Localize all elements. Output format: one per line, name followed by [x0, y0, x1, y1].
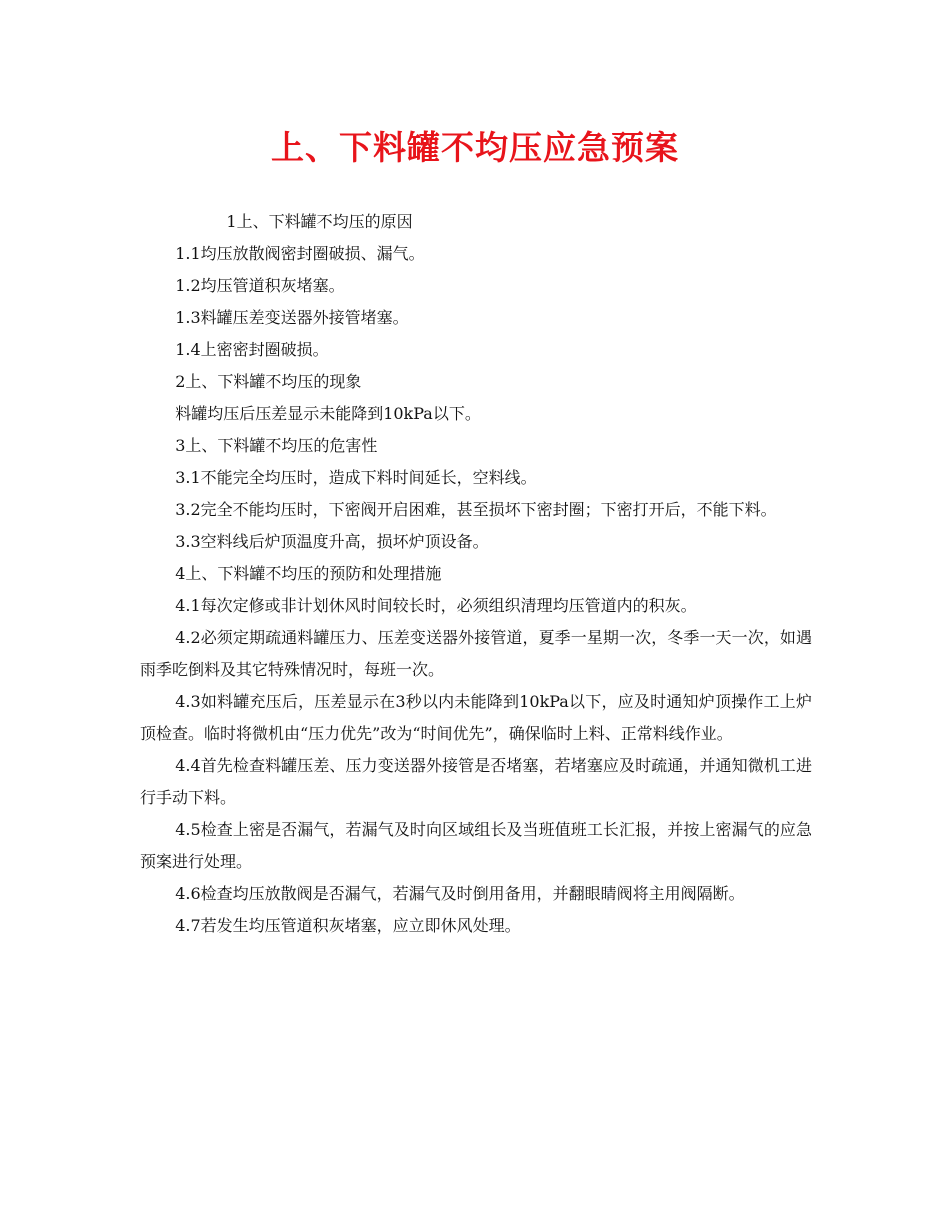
- section-heading-2: 2上、下料罐不均压的现象: [175, 372, 362, 391]
- paragraph-4-4: 4.4首先检查料罐压差、压力变送器外接管是否堵塞，若堵塞应及时疏通，并通知微机工进行手动下料。: [140, 756, 812, 807]
- paragraph-3-2: 3.2完全不能均压时，下密阀开启困难，甚至损坏下密封圈；下密打开后，不能下料。: [175, 500, 777, 519]
- paragraph-4-3: 4.3如料罐充压后，压差显示在3秒以内未能降到10kPa以下，应及时通知炉顶操作工上炉顶检查。临时将微机由“压力优先”改为“时间优先”，确保临时上料、正常料线作业。: [140, 692, 812, 743]
- section-heading-3: 3上、下料罐不均压的危害性: [175, 436, 378, 455]
- paragraph-4-1: 4.1每次定修或非计划休风时间较长时，必须组织清理均压管道内的积灰。: [175, 596, 697, 615]
- paragraph-3-3: 3.3空料线后炉顶温度升高，损坏炉顶设备。: [175, 532, 489, 551]
- paragraph-3-1: 3.1不能完全均压时，造成下料时间延长，空料线。: [175, 468, 537, 487]
- paragraph-1-2: 1.2均压管道积灰堵塞。: [175, 276, 345, 295]
- paragraph-1-3: 1.3料罐压差变送器外接管堵塞。: [175, 308, 409, 327]
- section-heading-4: 4上、下料罐不均压的预防和处理措施: [175, 564, 442, 583]
- section-heading-1: 1上、下料罐不均压的原因: [226, 212, 413, 231]
- document-title: 上、下料罐不均压应急预案: [271, 128, 679, 167]
- paragraph-4-6: 4.6检查均压放散阀是否漏气，若漏气及时倒用备用，并翻眼睛阀将主用阀隔断。: [175, 884, 745, 903]
- paragraph-2-body: 料罐均压后压差显示未能降到10kPa以下。: [175, 404, 481, 423]
- paragraph-1-4: 1.4上密密封圈破损。: [175, 340, 329, 359]
- paragraph-4-7: 4.7若发生均压管道积灰堵塞，应立即休风处理。: [175, 916, 521, 935]
- paragraph-4-2: 4.2必须定期疏通料罐压力、压差变送器外接管道，夏季一星期一次，冬季一天一次，如遇雨季吃倒料及其它特殊情况时，每班一次。: [140, 628, 812, 679]
- document-body: [140, 206, 812, 942]
- paragraph-1-1: 1.1均压放散阀密封圈破损、漏气。: [175, 244, 425, 263]
- paragraph-4-5: 4.5检查上密是否漏气，若漏气及时向区域组长及当班值班工长汇报，并按上密漏气的应急预案进行处理。: [140, 820, 812, 871]
